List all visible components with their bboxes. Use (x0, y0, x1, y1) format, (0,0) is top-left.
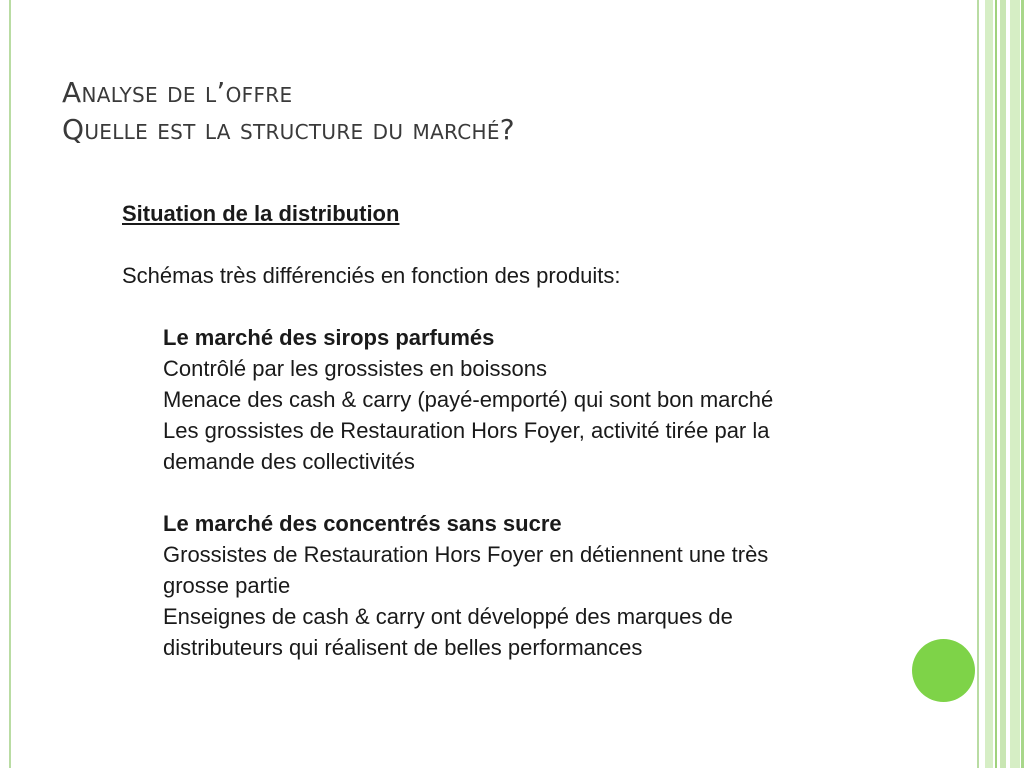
right-border-stripe (985, 0, 993, 768)
intro-text: Schémas très différenciés en fonction des produits: (122, 263, 621, 288)
market-point: Menace des cash & carry (payé-emporté) qui sont bon marché (163, 387, 774, 412)
right-border-stripe (1000, 0, 1006, 768)
market-block-sirops (163, 322, 803, 477)
slide-title (62, 74, 515, 148)
market-point: Grossistes de Restauration Hors Foyer en détiennent une très grosse partie (163, 542, 769, 598)
right-border-stripe (995, 0, 997, 768)
market-block-concentres (163, 508, 803, 663)
right-border-stripe (1010, 0, 1020, 768)
left-border-stripe (0, 0, 11, 768)
section-heading: Situation de la distribution (122, 201, 400, 226)
slide-body (122, 198, 822, 663)
market-point: Les grossistes de Restauration Hors Foyer, activité tirée par la demande des collectivités (163, 418, 770, 474)
market-point: Enseignes de cash & carry ont développé des marques de distributeurs qui réalisent de belles performances (163, 604, 733, 660)
market-point: Contrôlé par les grossistes en boissons (163, 356, 547, 381)
right-border-stripe (977, 0, 979, 768)
green-circle-decoration (912, 639, 975, 702)
slide-title-line-2: Quelle est la structure du marché? (62, 113, 515, 146)
market-heading: Le marché des sirops parfumés (163, 325, 495, 350)
market-heading: Le marché des concentrés sans sucre (163, 511, 562, 536)
slide-title-line-1: Analyse de l’offre (62, 76, 293, 109)
